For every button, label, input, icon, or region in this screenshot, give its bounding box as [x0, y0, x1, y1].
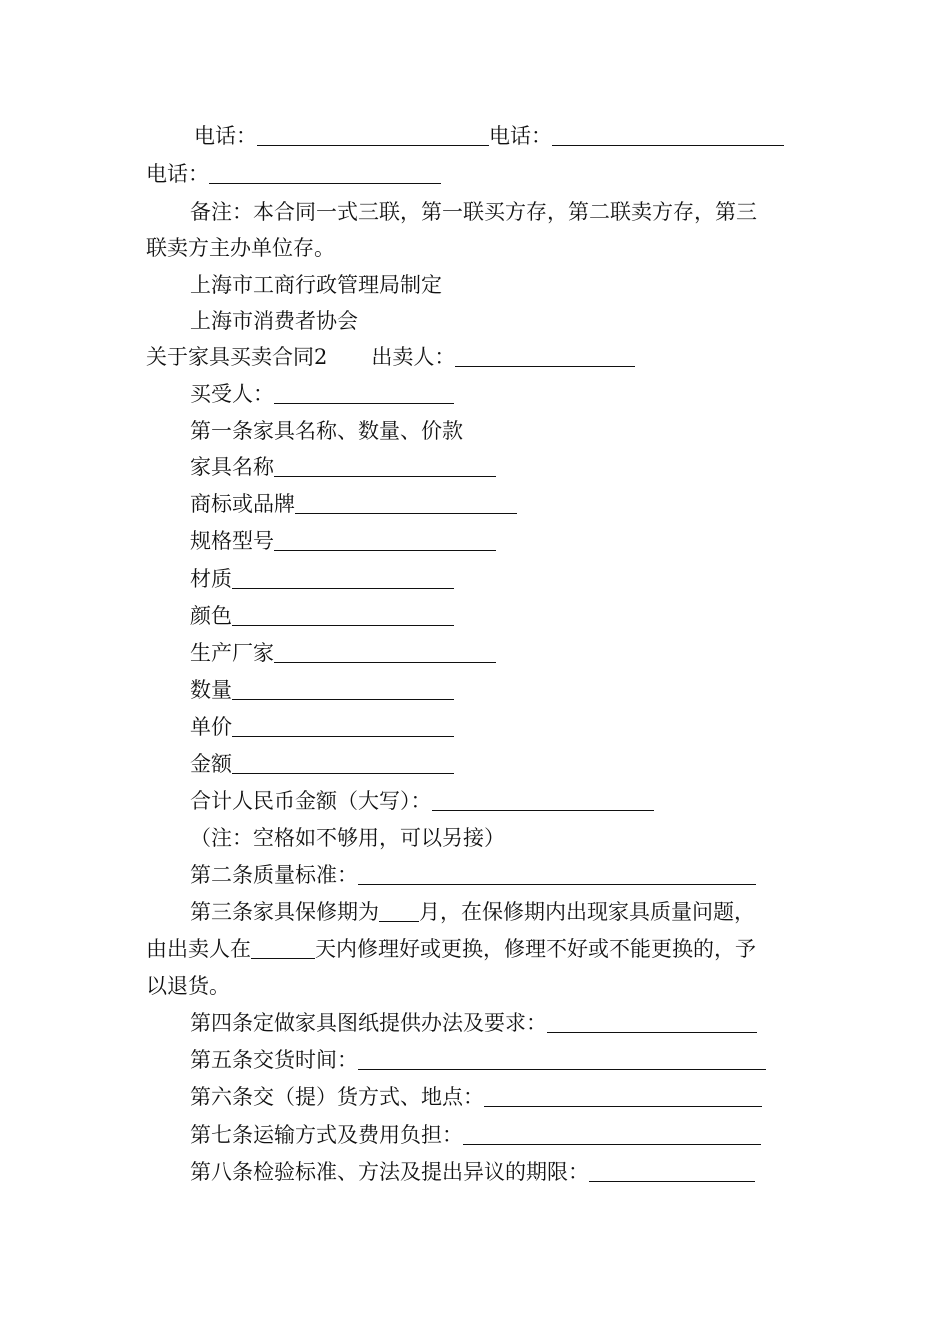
- field-row: [190, 676, 810, 704]
- phone-blank[interactable]: [552, 125, 784, 146]
- field-row: [190, 750, 810, 778]
- article-3-text: 月，在保修期内出现家具质量问题，: [419, 900, 755, 924]
- field-row: [190, 490, 810, 518]
- phone-blank[interactable]: [209, 163, 441, 184]
- field-row: [190, 453, 810, 481]
- seller-blank[interactable]: [455, 346, 635, 367]
- field-row: [190, 527, 810, 555]
- field-row: [190, 602, 810, 630]
- field-label: 金额: [190, 752, 232, 776]
- buyer-label: 买受人：: [190, 382, 274, 406]
- remark-line-1: 备注：本合同一式三联，第一联买方存，第二联卖方存，第三: [190, 200, 757, 224]
- field-row: [190, 565, 810, 593]
- article-6-label: 第六条交（提）货方式、地点：: [190, 1085, 484, 1109]
- article-7-row: [190, 1121, 810, 1149]
- warranty-months-blank[interactable]: [379, 901, 419, 922]
- seller-label: 出卖人：: [371, 345, 456, 369]
- issuer-line: 上海市工商行政管理局制定: [190, 273, 442, 297]
- article-3-line-2: [146, 935, 810, 963]
- field-blank[interactable]: [295, 493, 517, 514]
- field-label: 单价: [190, 715, 232, 739]
- field-row: [190, 713, 810, 741]
- phone-row-2: [146, 160, 810, 188]
- field-label: 规格型号: [190, 529, 274, 553]
- field-blank[interactable]: [232, 568, 454, 589]
- field-blank[interactable]: [232, 716, 454, 737]
- article-5-row: [190, 1046, 810, 1074]
- field-label: 材质: [190, 567, 232, 591]
- contract-title-row: [146, 343, 810, 371]
- field-label: 颜色: [190, 604, 232, 628]
- article-8-label: 第八条检验标准、方法及提出异议的期限：: [190, 1160, 589, 1184]
- article-2-label: 第二条质量标准：: [190, 863, 358, 887]
- phone-label: 电话：: [146, 162, 209, 186]
- phone-blank[interactable]: [257, 125, 489, 146]
- article-3-line-3: 以退货。: [146, 974, 230, 998]
- remark-line-2: 联卖方主办单位存。: [146, 236, 335, 260]
- article-3-line-1: [190, 898, 810, 926]
- article-8-row: [190, 1158, 810, 1186]
- field-blank[interactable]: [274, 456, 496, 477]
- article-4-row: [190, 1009, 810, 1037]
- field-blank[interactable]: [232, 679, 454, 700]
- phone-label: 电话：: [489, 124, 552, 148]
- article-3-text: 天内修理好或更换，修理不好或不能更换的，予: [315, 937, 756, 961]
- field-blank[interactable]: [274, 530, 496, 551]
- total-label: 合计人民币金额（大写）：: [190, 789, 432, 813]
- field-label: 生产厂家: [190, 641, 274, 665]
- issuer-line: 上海市消费者协会: [190, 309, 358, 333]
- field-label: 数量: [190, 678, 232, 702]
- field-blank[interactable]: [232, 753, 454, 774]
- field-row: [190, 639, 810, 667]
- quality-blank[interactable]: [358, 864, 756, 885]
- field-label: 商标或品牌: [190, 492, 295, 516]
- article-5-label: 第五条交货时间：: [190, 1048, 358, 1072]
- article-2-row: [190, 861, 810, 889]
- article-5-blank[interactable]: [358, 1049, 766, 1070]
- buyer-row: [190, 380, 810, 408]
- total-row: [190, 787, 810, 815]
- article-4-blank[interactable]: [547, 1012, 757, 1033]
- article-6-row: [190, 1083, 810, 1111]
- buyer-blank[interactable]: [274, 383, 454, 404]
- article-3-text: 由出卖人在: [146, 937, 251, 961]
- repair-days-blank[interactable]: [251, 938, 315, 959]
- contract-title: 关于家具买卖合同2: [146, 345, 328, 369]
- total-blank[interactable]: [432, 790, 654, 811]
- article-4-label: 第四条定做家具图纸提供办法及要求：: [190, 1011, 547, 1035]
- article-7-blank[interactable]: [463, 1124, 761, 1145]
- phone-row-1: [194, 122, 810, 150]
- article-1-heading: 第一条家具名称、数量、价款: [190, 419, 463, 443]
- field-blank[interactable]: [232, 605, 454, 626]
- phone-label: 电话：: [194, 124, 257, 148]
- article-7-label: 第七条运输方式及费用负担：: [190, 1123, 463, 1147]
- article-8-blank[interactable]: [589, 1161, 755, 1182]
- field-label: 家具名称: [190, 455, 274, 479]
- field-blank[interactable]: [274, 642, 496, 663]
- article-6-blank[interactable]: [484, 1086, 762, 1107]
- article-3-text: 第三条家具保修期为: [190, 900, 379, 924]
- article-1-note: （注：空格如不够用，可以另接）: [190, 826, 505, 850]
